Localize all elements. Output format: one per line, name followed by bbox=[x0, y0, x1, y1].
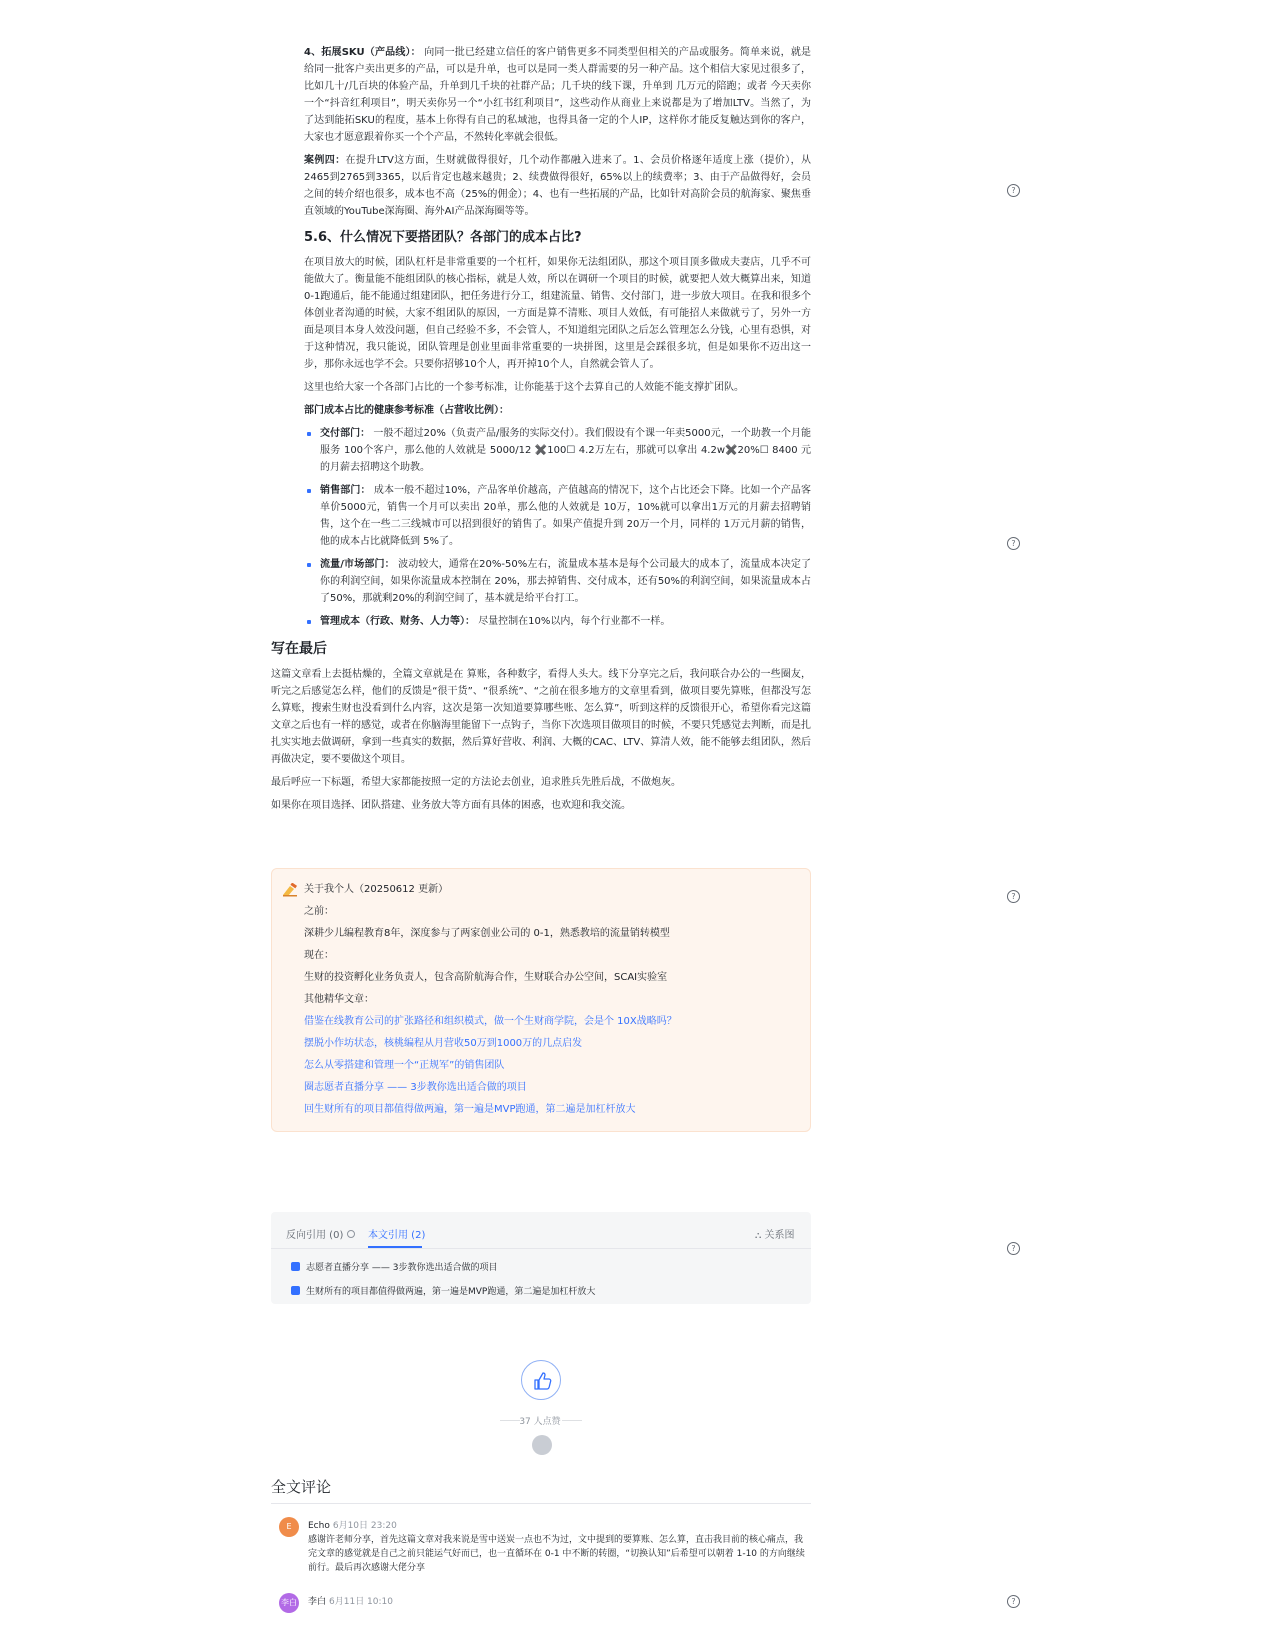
closing-heading: 写在最后 bbox=[271, 641, 327, 657]
case4-label: 案例四： bbox=[304, 155, 346, 166]
help-icon[interactable]: ? bbox=[1007, 537, 1020, 550]
doc-icon bbox=[291, 1262, 300, 1271]
help-icon[interactable]: ? bbox=[1007, 890, 1020, 903]
about-before-label: 之前： bbox=[304, 906, 334, 917]
comment-time: 6月10日 23:20 bbox=[332, 1521, 397, 1531]
closing-para3: 如果你在项目选择、团队搭建、业务放大等方面有具体的困惑，也欢迎和我交流。 bbox=[271, 800, 631, 811]
doc-icon bbox=[291, 1286, 300, 1295]
article-link[interactable]: 摆脱小作坊状态，核桃编程从月营收50万到1000万的几点启发 bbox=[304, 1038, 583, 1049]
thumbs-up-icon bbox=[522, 1361, 562, 1401]
writing-hand-icon bbox=[282, 883, 298, 897]
list-item: 流量/市场部门： 波动较大，通常在20%-50%左右，流量成本基本是每个公司最大的成本了，流量成本决定了你的利润空间，如果你流量成本控制在 20%，那去掉销售、交付成本，还有50%的利润空间，如果流量成本占了50%，那就剩20%的利润空间了，基本就是给平台打工。 bbox=[304, 556, 811, 607]
divider bbox=[562, 1420, 582, 1421]
comment-author: Echo 6月10日 23:20 bbox=[308, 1521, 397, 1531]
avatar[interactable] bbox=[532, 1435, 552, 1455]
dept-ratio-list bbox=[271, 425, 811, 630]
closing-para1: 这篇文章看上去挺枯燥的，全篇文章就是在 算账，各种数字，看得人头大。线下分享完之后，我问联合办公的一些圈友，听完之后感觉怎么样，他们的反馈是“很干货”、“很系统”、“之前在很多地方的文章里看到，做项目要先算账，但都没写怎么算账，搜索生财也没看到什么内容，这次是第一次知道要算哪些账、怎么算”，听到这样的反馈很开心，希望你看完这篇文章之后也有一样的感觉，或者在你脑海里能留下一点钩子，当你下次选项目做项目的时候，不要只凭感觉去判断，而是扎扎实实地去做调研，拿到一些真实的数据，然后算好营收、利润、大概的CAC、LTV、算清人效，能不能够去组团队，然后再做决定，要不要做这个项目。 bbox=[271, 669, 811, 765]
section56-para1: 在项目放大的时候，团队杠杆是非常重要的一个杠杆，如果你无法组团队，那这个项目顶多做成夫妻店，几乎不可能做大了。衡量能不能组团队的核心指标，就是人效，所以在调研一个项目的时候，就要把人效大概算出来，知道0-1跑通后，能不能通过组建团队，把任务进行分工，组建流量、销售、交付部门，进一步放大项目。在我和很多个体创业者沟通的时候，大家不组团队的原因，一方面是算不清账、项目人效低，有可能招人来做就亏了，另外一方面是项目本身人效没问题，但自己经验不多，不会管人，不知道组完团队之后怎么管理怎么分钱，心里有恐惧，对于这种情况，我只能说，团队管理是创业里面非常重要的一块拼图，这里是会踩很多坑，但是如果你不迈出这一步，那你永远也学不会。只要你招够10个人，再开掉10个人，自然就会管人了。 bbox=[304, 257, 811, 370]
help-icon[interactable]: ? bbox=[1007, 184, 1020, 197]
article-link[interactable]: 圈志愿者直播分享 —— 3步教你选出适合做的项目 bbox=[304, 1082, 527, 1093]
graph-icon: ⛬ bbox=[755, 1231, 762, 1241]
list-item: 销售部门： 成本一般不超过10%，产品客单价越高，产值越高的情况下，这个占比还会下降。比如一个产品客单价5000元，销售一个月可以卖出 20单，那么他的人效就是 10万，10%就可以拿出1万元的月薪去招聘销售，这个在一些二三线城市可以招到很好的销售了。如果产值提升到 20万一个月，同样的 1万元月薪的销售，他的成本占比就降低到 5%了。 bbox=[304, 482, 811, 550]
closing-para2: 最后呼应一下标题，希望大家都能按照一定的方法论去创业，追求胜兵先胜后战，不做炮灰。 bbox=[271, 777, 681, 788]
divider bbox=[271, 1248, 811, 1249]
tab-backlinks[interactable]: 反向引用 (0) bbox=[286, 1226, 355, 1241]
comment-text: 感谢许老师分享，首先这篇文章对我来说是雪中送炭一点也不为过，文中提到的要算账、怎么算，直击我目前的核心痛点，我完文章的感觉就是自己之前只能运气好而已，也一直循环在 0-1 中不断的转圈，“切换认知”后希望可以朝着 1-10 的方向继续前行。最后再次感谢大佬分享 bbox=[308, 1535, 805, 1573]
about-title: 关于我个人（20250612 更新） bbox=[304, 884, 449, 895]
section56-para2: 这里也给大家一个各部门占比的一个参考标准，让你能基于这个去算自己的人效能不能支撑扩团队。 bbox=[304, 382, 744, 393]
help-icon[interactable]: ? bbox=[1007, 1595, 1020, 1608]
like-count: 37 人点赞 bbox=[519, 1417, 561, 1427]
about-now-text: 生财的投资孵化业务负责人，包含高阶航海合作，生财联合办公空间，SCAI实验室 bbox=[304, 972, 668, 983]
help-icon[interactable]: ? bbox=[1007, 1242, 1020, 1255]
section4-paragraph bbox=[271, 44, 811, 146]
article-body-top bbox=[271, 44, 811, 820]
comments-title: 全文评论 bbox=[271, 1478, 332, 1496]
reference-item[interactable]: 志愿者直播分享 —— 3步教你选出适合做的项目 bbox=[291, 1260, 497, 1273]
ratio-title: 部门成本占比的健康参考标准（占营收比例）： bbox=[304, 405, 509, 416]
list-item: 管理成本（行政、财务、人力等）： 尽量控制在10%以内，每个行业都不一样。 bbox=[304, 613, 811, 630]
like-button[interactable] bbox=[521, 1360, 561, 1400]
case4-text: 在提升LTV这方面，生财就做得很好，几个动作都融入进来了。1、会员价格逐年适度上涨（提价），从2465到2765到3365，以后肯定也越来越贵；2、续费做得很好，65%以上的续费率；3、由于产品做得好，会员之间的转介绍也很多，成本也不高（25%的佣金）；4、也有一些拓展的产品，比如针对高阶会员的航海家、聚焦垂直领域的YouTube深海圈、海外AI产品深海圈等等。 bbox=[304, 155, 811, 217]
section4-heading: 4、拓展SKU（产品线）： bbox=[304, 47, 421, 58]
avatar[interactable]: E bbox=[279, 1517, 299, 1537]
help-icon bbox=[347, 1230, 355, 1238]
comment-time: 6月11日 10:10 bbox=[329, 1597, 393, 1607]
divider bbox=[271, 1503, 811, 1504]
about-now-label: 现在： bbox=[304, 950, 334, 961]
article-link[interactable]: 怎么从零搭建和管理一个“正规军”的销售团队 bbox=[304, 1060, 505, 1071]
tab-cited[interactable]: 本文引用 (2) bbox=[368, 1230, 426, 1241]
section56-heading: 5.6、什么情况下要搭团队？各部门的成本占比? bbox=[304, 230, 582, 245]
avatar[interactable]: 李白 bbox=[279, 1593, 299, 1613]
about-other-label: 其他精华文章： bbox=[304, 994, 374, 1005]
reference-item[interactable]: 生财所有的项目都值得做两遍，第一遍是MVP跑通，第二遍是加杠杆放大 bbox=[291, 1284, 595, 1297]
about-callout bbox=[271, 868, 811, 1132]
article-link[interactable]: 回生财所有的项目都值得做两遍，第一遍是MVP跑通，第二遍是加杠杆放大 bbox=[304, 1104, 636, 1115]
references-panel bbox=[271, 1212, 811, 1304]
comment-author: 李白 6月11日 10:10 bbox=[308, 1597, 393, 1607]
article-link[interactable]: 借鉴在线教育公司的扩张路径和组织模式，做一个生财商学院，会是个 10X战略吗？ bbox=[304, 1016, 677, 1027]
section4-text: 向同一批已经建立信任的客户销售更多不同类型但相关的产品或服务。简单来说，就是给同一批客户卖出更多的产品，可以是升单，也可以是同一类人群需要的另一种产品。这个相信大家见过很多了，比如几十/几百块的体验产品，升单到几千块的社群产品；几千块的线下课，升单到 几万元的陪跑；或者 今天卖你一个“抖音红利项目”，明天卖你另一个“小红书红利项目”，这些动作从商业上来说都是为了增加LTV。当然了，为了达到能拓SKU的程度，基本上你得有自己的私域池，也得具备一定的个人IP，这样你才能反复触达到你的客户，大家也才愿意跟着你买一个个产品，不然转化率就会很低。 bbox=[304, 47, 812, 143]
list-item: 交付部门： 一般不超过20%（负责产品/服务的实际交付）。我们假设有个课一年卖5000元，一个助教一个月能服务 100个客户，那么他的人效就是 5000/12 ✖️100☐ 4.2万左右，那就可以拿出 4.2w✖️20%☐ 8400 元的月薪去招聘这个助教。 bbox=[304, 425, 811, 476]
relation-graph-button[interactable]: ⛬ 关系图 bbox=[755, 1230, 795, 1241]
case4-paragraph bbox=[271, 152, 811, 220]
about-before-text: 深耕少儿编程教育8年，深度参与了两家创业公司的 0-1，熟悉教培的流量销转模型 bbox=[304, 928, 670, 939]
